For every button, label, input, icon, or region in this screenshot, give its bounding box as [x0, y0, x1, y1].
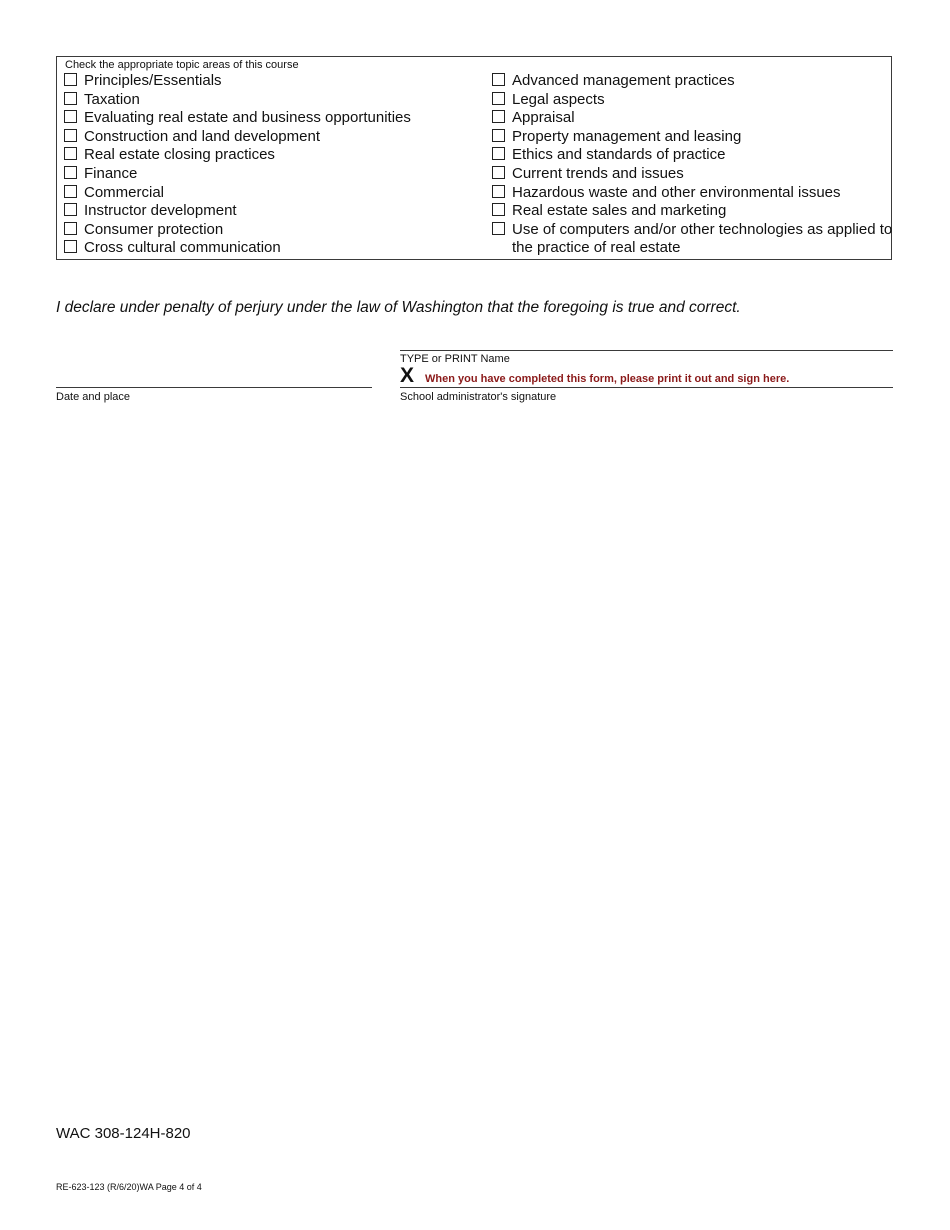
- topic-checkbox[interactable]: [64, 129, 77, 142]
- topic-checkbox[interactable]: [64, 92, 77, 105]
- signature-caption: School administrator's signature: [400, 391, 557, 403]
- signature-line[interactable]: [400, 387, 893, 388]
- wac-reference: WAC 308-124H-820: [56, 1125, 191, 1142]
- topic-checkbox[interactable]: [64, 166, 77, 179]
- topic-checkbox[interactable]: [64, 240, 77, 253]
- topic-areas-box: Check the appropriate topic areas of this course Principles/Essentials Taxation Evaluating real estate and business opportunities Construction and land development Real estate closing practices Finance Commercial Instructor development Consumer protection Cross cultural communication Advanced management practices Legal aspects Appraisal Property management and leasing Ethics and standards of practice Current trends and issues Hazardous waste and other environmental issues Real estate sales and marketing Use of computers and/or other technologies as applied to the practice of real estate: [56, 56, 892, 260]
- topic-checkbox[interactable]: [64, 185, 77, 198]
- name-caption: TYPE or PRINT Name: [400, 353, 510, 365]
- topic-checkbox[interactable]: [492, 222, 505, 235]
- topic-checkbox[interactable]: [64, 222, 77, 235]
- topic-checkbox[interactable]: [492, 185, 505, 198]
- topic-checkbox[interactable]: [64, 110, 77, 123]
- perjury-declaration: I declare under penalty of perjury under the law of Washington that the foregoing is true and correct.: [56, 299, 741, 316]
- topic-checkbox[interactable]: [492, 203, 505, 216]
- topic-checkbox[interactable]: [492, 166, 505, 179]
- topic-areas-caption: Check the appropriate topic areas of this course: [65, 59, 299, 71]
- date-place-caption: Date and place: [56, 391, 130, 403]
- topic-checkbox[interactable]: [492, 110, 505, 123]
- topic-checkbox[interactable]: [492, 129, 505, 142]
- topic-checkbox[interactable]: [492, 73, 505, 86]
- form-id: RE-623-123 (R/6/20)WA Page 4 of 4: [56, 1182, 202, 1192]
- signature-x-mark: X: [400, 364, 415, 387]
- topic-checkbox[interactable]: [492, 92, 505, 105]
- signature-instruction: When you have completed this form, please print it out and sign here.: [425, 373, 790, 385]
- topic-checkbox[interactable]: [64, 147, 77, 160]
- date-place-line[interactable]: [56, 387, 372, 388]
- topic-checkbox[interactable]: [64, 73, 77, 86]
- name-line: [400, 350, 893, 351]
- topic-checkbox[interactable]: [64, 203, 77, 216]
- topic-checkbox[interactable]: [492, 147, 505, 160]
